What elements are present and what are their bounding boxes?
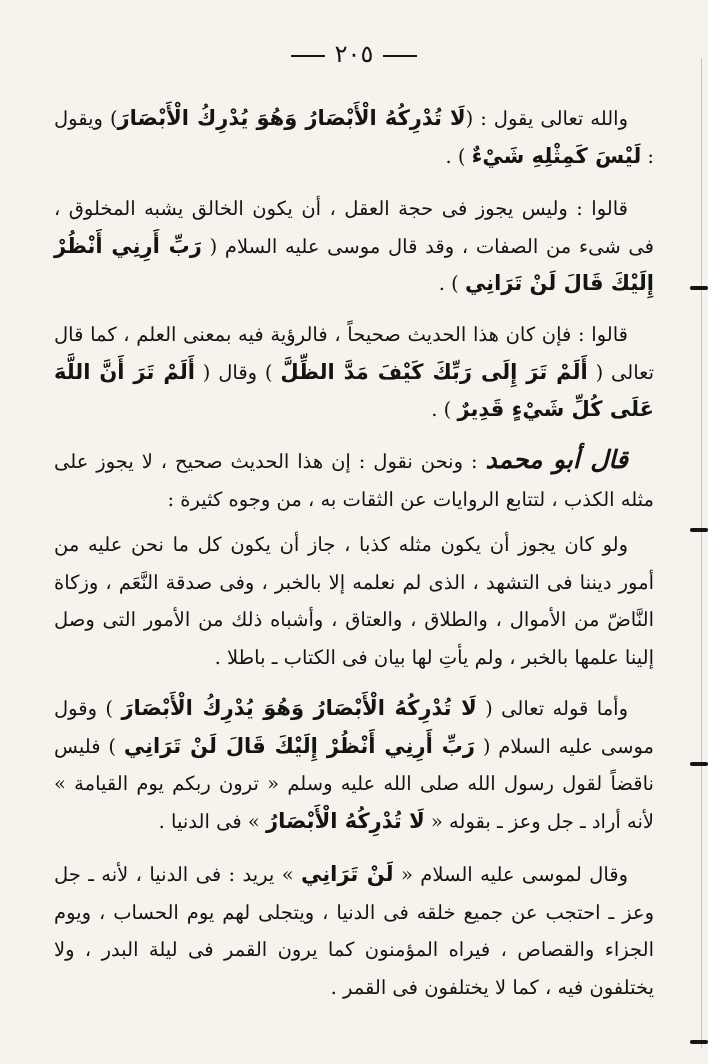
paragraph-text: قالوا : وليس يجوز فى حجة العقل ، أن يكون الخالق يشبه المخلوق ، فى شىء من الصفات ، وقد قال موسى عليه السلام ( (54, 197, 654, 258)
page-edge-line (701, 58, 702, 1048)
scan-margin-mark (690, 286, 708, 290)
paragraph (54, 441, 654, 518)
paragraph-text: » يريد : فى الدنيا ، لأنه ـ جل وعز ـ احتجب عن جميع خلقه فى الدنيا ، ويتجلى لهم يوم الحساب ، ويوم الجزاء والقصاص ، فيراه المؤمنون كما يرون القمر فى ليلة البدر ، ولا يختلفون فيه ، كما لا يختلفون فى القمر . (54, 863, 654, 999)
paragraph-text: ) . (445, 144, 472, 168)
paragraph (54, 856, 654, 1006)
scan-margin-mark (690, 762, 708, 766)
quran-verse: أَلَمْ تَرَ إِلَى رَبِّكَ كَيْفَ مَدَّ الظِّلَّ (280, 359, 588, 384)
paragraph-text: ) وقال ( (194, 360, 281, 384)
scan-margin-mark (690, 1040, 708, 1044)
page-number-dash-right (383, 55, 417, 57)
quran-verse: أَلَمْ تَرَ أَنَّ اللَّهَ عَلَى كُلِّ شَيْءٍ قَدِيرٌ (54, 359, 654, 421)
quran-verse: لَنْ تَرَانِي (301, 862, 394, 886)
quran-verse: لَيْسَ كَمِثْلِهِ شَيْءٌ (471, 143, 642, 168)
paragraph-text: وقال لموسى عليه السلام « (393, 863, 629, 886)
paragraph (54, 100, 654, 175)
scan-margin-mark (690, 528, 708, 532)
paragraph-text: والله تعالى يقول : ( (465, 107, 628, 130)
speaker-heading: قال أبو محمد (485, 445, 628, 474)
page-number (0, 40, 708, 68)
page-number-text: ٢٠٥ (334, 40, 374, 68)
paragraph-text: ) . (431, 398, 458, 421)
paragraph-text: ) ويقول : (54, 107, 654, 168)
paragraph-text: قالوا : فإن كان هذا الحديث صحيحاً ، فالرؤية فيه بمعنى العلم ، كما قال تعالى ( (54, 323, 654, 384)
quran-verse: رَبِّ أَرِنِي أَنْظُرْ إِلَيْكَ قَالَ لَنْ تَرَانِي (54, 233, 654, 295)
quran-verse: لَا تُدْرِكُهُ الْأَبْصَارُ (266, 808, 425, 833)
quran-verse: لَا تُدْرِكُهُ الْأَبْصَارُ وَهُوَ يُدْرِكُ الْأَبْصَارَ (117, 106, 466, 130)
quran-verse: لَا تُدْرِكُهُ الْأَبْصَارُ وَهُوَ يُدْرِكُ الْأَبْصَارَ (121, 696, 477, 720)
paragraph-text: ) وقول موسى عليه السلام ( (54, 697, 655, 758)
page-number-dash-left (291, 55, 325, 57)
paragraph (54, 690, 654, 840)
paragraph (54, 316, 654, 429)
quran-verse: رَبِّ أَرِنِي أَنْظُرْ إِلَيْكَ قَالَ لَنْ تَرَانِي (123, 733, 475, 758)
paragraph-text: » فى الدنيا . (158, 809, 267, 833)
paragraph (54, 190, 654, 303)
paragraph-text: وأما قوله تعالى ( (476, 697, 628, 720)
paragraph-text: ) . (438, 272, 465, 295)
paragraph-text: : ونحن نقول : إن هذا الحديث صحيح ، لا يجوز على مثله الكذب ، لتتابع الروايات عن الثقات به ، من وجوه كثيرة : (54, 450, 654, 511)
paragraph-text: ولو كان يجوز أن يكون مثله كذبا ، جاز أن يكون كل ما نحن عليه من أمور ديننا فى التشهد ، الذى لم نعلمه إلا بالخبر ، وفى صدقة النَّعَم ، وزكاة النَّاضّ من الأموال ، والطلاق ، والعتاق ، وأشباه ذلك من الأمور التى وصل إلينا علمها بالخبر ، ولم يأتِ لها بيان فى الكتاب ـ باطلا . (54, 533, 654, 669)
paragraph-text: ) فليس ناقضاً لقول رسول الله صلى الله عليه وسلم « ترون ربكم يوم القيامة » لأنه أراد ـ جل وعز ـ بقوله « (54, 734, 654, 833)
paragraph (54, 526, 654, 676)
